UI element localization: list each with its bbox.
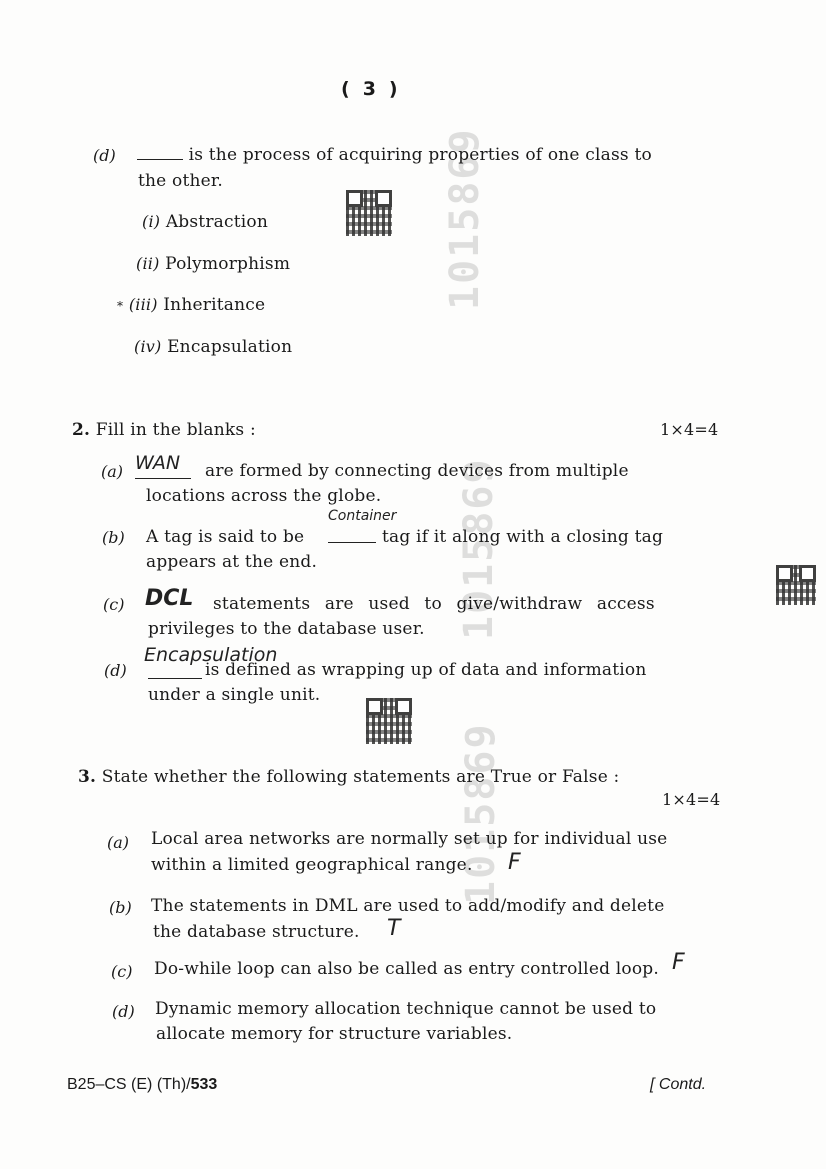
item-text: is defined as wrapping up of data and information [205,660,647,680]
question-heading: 2. Fill in the blanks : [72,420,256,440]
item-text: allocate memory for structure variables. [156,1024,513,1044]
item-text: statements are used to give/withdraw access [213,594,655,614]
answer-blank [328,542,376,543]
question-text [137,145,652,165]
item-text: Local area networks are normally set up for individual use [151,829,668,849]
answer-blank [135,478,191,479]
marks-label: 1×4=4 [662,790,721,809]
item-label: (a) [107,833,130,852]
item-text: Dynamic memory allocation technique cannot be used to [155,999,657,1019]
item-text: are formed by connecting devices from multiple [205,461,629,481]
answer-blank [137,159,183,160]
qr-code-icon [776,565,816,605]
continued-label: [ Contd. [650,1076,707,1093]
answer-blank [148,678,202,679]
item-label: (b) [102,528,125,547]
selected-marker: * [117,299,124,313]
item-text: privileges to the database user. [148,619,425,639]
handwritten-answer: Container [328,508,397,524]
handwritten-answer: Encapsulation [144,644,278,666]
question-label: (d) [93,146,116,165]
item-label: (a) [101,462,124,481]
watermark-number: 1015869 [458,722,504,905]
option-item: (iv) Encapsulation [134,337,293,357]
question-line: is the process of acquiring properties of one class to [188,145,652,165]
item-text: A tag is said to be [146,527,305,547]
handwritten-answer: WAN [135,452,181,474]
handwritten-answer: F [672,950,685,975]
handwritten-answer: DCL [145,586,194,611]
page-number: ( 3 ) [341,78,398,100]
item-text: appears at the end. [146,552,318,572]
item-text: locations across the globe. [146,486,382,506]
item-label: (c) [111,962,133,981]
qr-code-icon [346,190,392,236]
item-label: (b) [109,898,132,917]
item-text: under a single unit. [148,685,321,705]
qr-code-icon [366,698,412,744]
item-text: within a limited geographical range. [151,855,473,875]
marks-label: 1×4=4 [660,420,719,439]
option-item: * (iii) Inheritance [117,295,266,315]
option-item: (ii) Polymorphism [136,254,291,274]
question-line: the other. [138,171,223,191]
watermark-number: 1015869 [442,127,488,310]
item-text: the database structure. [153,922,360,942]
item-text: The statements in DML are used to add/modify and delete [151,896,665,916]
watermark-number: 1015869 [456,457,502,640]
item-text: tag if it along with a closing tag [382,527,664,547]
item-label: (c) [103,595,125,614]
question-heading: 3. State whether the following statements are True or False : [78,767,620,787]
item-label: (d) [112,1002,135,1021]
option-item: (i) Abstraction [142,212,268,232]
paper-code: B25–CS (E) (Th)/533 [67,1076,218,1093]
item-label: (d) [104,661,127,680]
handwritten-answer: T [387,916,401,941]
item-text: Do-while loop can also be called as entry controlled loop. [154,959,659,979]
handwritten-answer: F [508,850,521,875]
